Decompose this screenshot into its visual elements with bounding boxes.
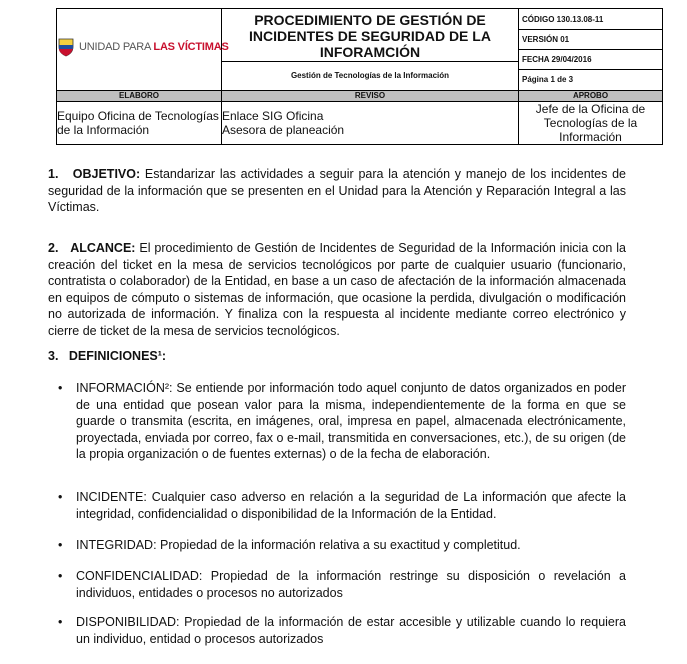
- version: VERSIÓN 01: [519, 30, 662, 50]
- definition-item: [58, 489, 626, 522]
- title-cell: [222, 9, 519, 91]
- section-label: OBJETIVO:: [72, 167, 141, 181]
- definition-text: INTEGRIDAD: Propiedad de la información relativa a su exactitud y completitud.: [76, 538, 521, 552]
- definition-text: CONFIDENCIALIDAD: Propiedad de la información restringe su disposición o revelación a individuos, entidades o procesos no autorizados: [76, 569, 626, 600]
- definition-item: [58, 537, 626, 554]
- coat-of-arms-icon: [57, 37, 75, 57]
- section-number: 2.: [48, 241, 59, 255]
- document-header: [56, 8, 663, 145]
- definiciones-section: [48, 348, 626, 365]
- bullet-icon: •: [58, 381, 63, 395]
- reviso-value: [222, 102, 519, 145]
- reviso-line-2: Asesora de planeación: [222, 123, 345, 137]
- section-text: Estandarizar las actividades a seguir para la atención y manejo de los incidentes de seguridad de la información que se presenten en el Unidad para la Atención y Reparación Integral a las Víctimas.: [48, 167, 626, 214]
- section-number: 1.: [48, 167, 59, 181]
- pagina: Página 1 de 3: [522, 75, 574, 84]
- logo-cell: [57, 9, 229, 91]
- reviso-header: REVISO: [222, 91, 519, 102]
- aprobo-value: Jefe de la Oficina de Tecnologías de la Información: [519, 102, 663, 145]
- bullet-icon: •: [58, 615, 63, 629]
- signature-header-row: [57, 91, 663, 102]
- elaboro-header: ELABORO: [57, 91, 222, 102]
- document-subtitle: Gestión de Tecnologías de la Información: [222, 61, 518, 90]
- logo-text-2: LAS VÍCTIMAS: [153, 41, 229, 53]
- bullet-icon: •: [58, 538, 63, 552]
- alcance-section: [48, 240, 626, 339]
- objetivo-section: [48, 166, 626, 216]
- definition-item: [58, 568, 626, 601]
- definition-text: INCIDENTE: Cualquier caso adverso en relación a la seguridad de La información que afecte la integridad, confidencialidad o disponibilidad de la Información de la Entidad.: [76, 490, 626, 521]
- meta-cell: [519, 9, 663, 91]
- bullet-icon: •: [58, 490, 63, 504]
- logo: [57, 37, 229, 57]
- definition-item: [58, 380, 626, 463]
- codigo: CÓDIGO 130.13.08-11: [519, 10, 662, 30]
- section-label: DEFINICIONES¹:: [68, 349, 167, 363]
- definition-text: INFORMACIÓN²: Se entiende por información todo aquel conjunto de datos organizados en poder de una entidad que posean valor para la misma, independientemente de la forma en que se guarde o transmita (escrita, en imágenes, oral, impresa en papel, almacenada electrónicamente, proyectada, enviada por correo, fax o e-mail, transmitida en conversaciones, etc.), de su origen (de la propia organización o de fuentes externas) o de la fecha de elaboración.: [76, 381, 626, 461]
- elaboro-value: Equipo Oficina de Tecnologías de la Información: [57, 102, 222, 145]
- section-number: 3.: [48, 349, 59, 363]
- reviso-line-1: Enlace SIG Oficina: [222, 109, 324, 123]
- document-title: PROCEDIMIENTO DE GESTIÓN DE INCIDENTES DE SEGURIDAD DE LA INFORAMCIÓN: [249, 12, 491, 60]
- fecha: FECHA 29/04/2016: [519, 50, 662, 70]
- signature-row: [57, 102, 663, 145]
- definition-text: DISPONIBILIDAD: Propiedad de la información de estar accesible y utilizable cuando lo requiera un individuo, entidad o procesos autorizados: [76, 615, 626, 646]
- logo-text-1: UNIDAD PARA: [79, 41, 154, 53]
- definition-item: [58, 614, 626, 647]
- bullet-icon: •: [58, 569, 63, 583]
- aprobo-header: APROBO: [519, 91, 663, 102]
- section-text: El procedimiento de Gestión de Incidentes de Seguridad de la Información inicia con la creación del ticket en la mesa de servicios tecnológicos por parte de cualquier usuario (funcionario, contratista o colaborador) de la Entidad, en base a un caso de afectación de la información almacenada en equipos de cómputo o sistemas de información, que ocasione la perdida, divulgación o modificación no autorizada de información. Y finaliza con la respuesta al incidente mediante correo electrónico y cierre de ticket de la mesa de servicios tecnológicos.: [48, 241, 626, 338]
- section-label: ALCANCE:: [70, 241, 136, 255]
